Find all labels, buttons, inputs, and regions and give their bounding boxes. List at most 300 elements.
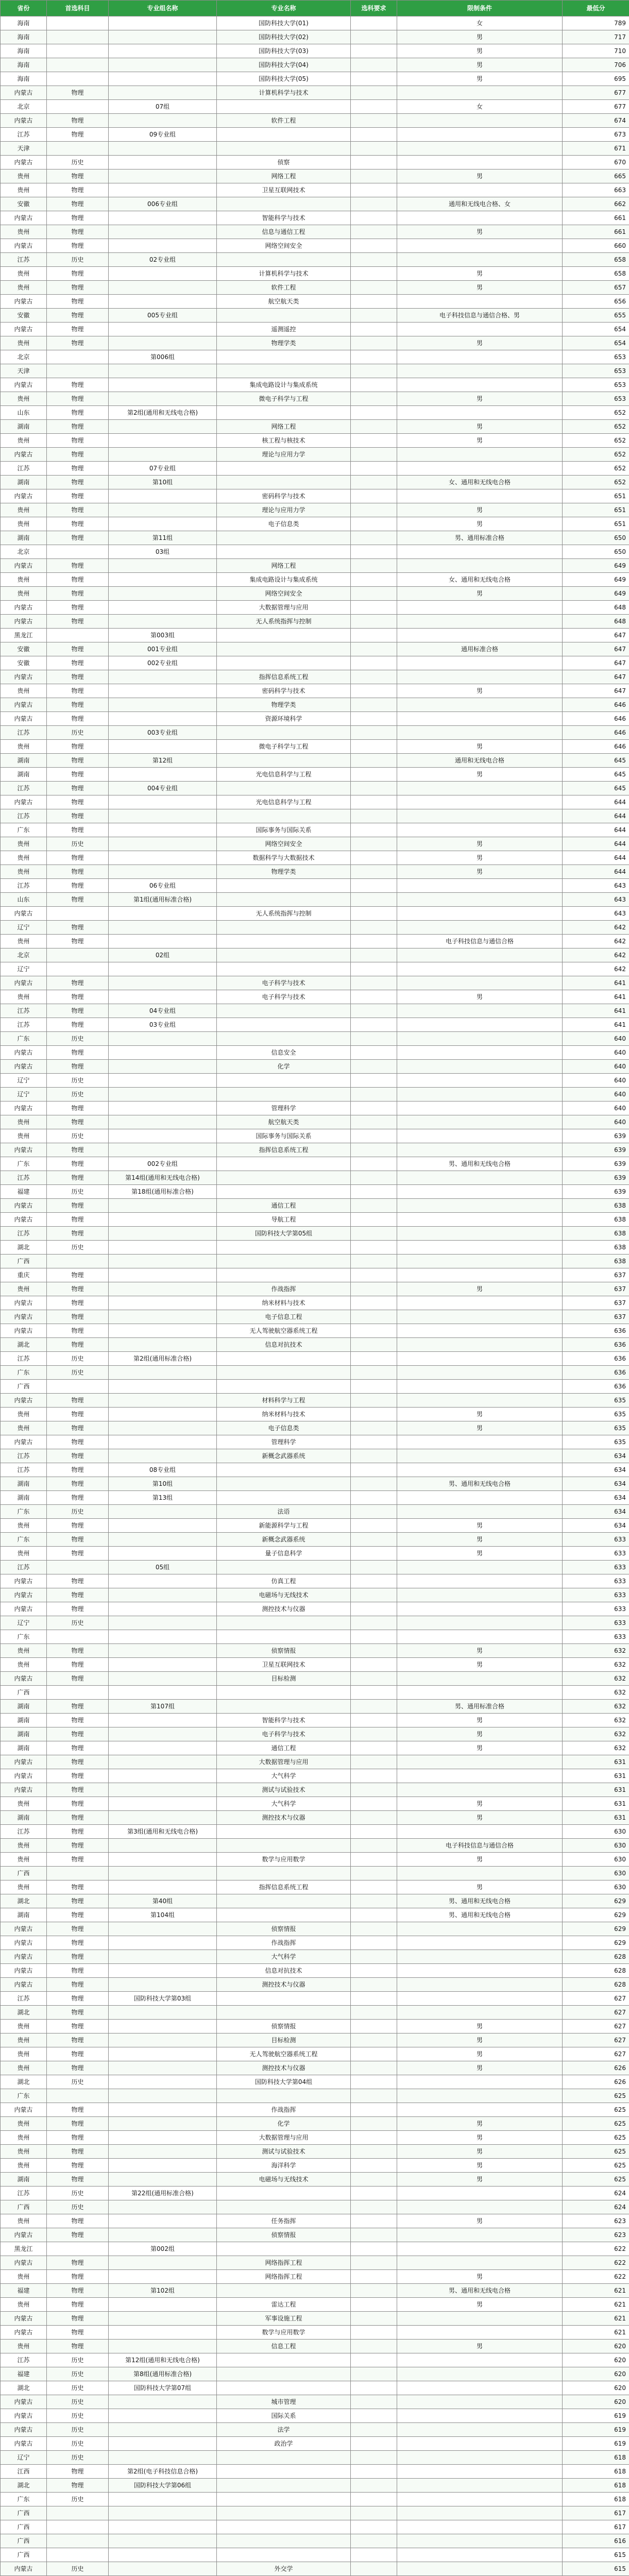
subject-cell: 物理: [47, 1171, 109, 1185]
major-cell: [217, 1894, 351, 1908]
major-cell: [217, 2465, 351, 2479]
min-score-cell: 634: [563, 1449, 629, 1463]
group-cell: [109, 225, 217, 239]
table-row: [1, 462, 629, 476]
group-cell: [109, 1199, 217, 1213]
restriction-cell: [397, 2256, 563, 2270]
major-cell: [217, 642, 351, 656]
table-row: [1, 350, 629, 364]
major-cell: 卫星互联网技术: [217, 183, 351, 197]
major-cell: 理论与应用力学: [217, 503, 351, 517]
major-cell: 纳米材料与技术: [217, 1408, 351, 1421]
major-cell: [217, 364, 351, 378]
restriction-cell: [397, 1435, 563, 1449]
group-cell: 国防科技大学第06组: [109, 2479, 217, 2493]
province-cell: 内蒙古: [1, 2395, 47, 2409]
restriction-cell: [397, 1769, 563, 1783]
province-cell: 贵州: [1, 2020, 47, 2033]
province-cell: 广西: [1, 1686, 47, 1700]
table-header: [1, 1, 629, 16]
subject-cell: [47, 16, 109, 30]
restriction-cell: 男: [397, 2173, 563, 2187]
subject-cell: 历史: [47, 837, 109, 851]
restriction-cell: 男、通用和无线电合格: [397, 1477, 563, 1491]
min-score-cell: 631: [563, 1811, 629, 1825]
restriction-cell: 男: [397, 281, 563, 295]
table-row: [1, 976, 629, 990]
subject-cell: 物理: [47, 114, 109, 128]
province-cell: 内蒙古: [1, 2103, 47, 2117]
major-cell: 政治学: [217, 2437, 351, 2451]
min-score-cell: 665: [563, 170, 629, 183]
min-score-cell: 658: [563, 267, 629, 281]
requirement-cell: [351, 2089, 397, 2103]
min-score-cell: 642: [563, 962, 629, 976]
restriction-cell: 男: [397, 336, 563, 350]
table-row: [1, 1616, 629, 1630]
subject-cell: 物理: [47, 823, 109, 837]
major-cell: 微电子科学与工程: [217, 740, 351, 754]
requirement-cell: [351, 211, 397, 225]
restriction-cell: [397, 1616, 563, 1630]
requirement-cell: [351, 2423, 397, 2437]
requirement-cell: [351, 1199, 397, 1213]
requirement-cell: [351, 559, 397, 573]
requirement-cell: [351, 434, 397, 448]
major-cell: 网络空间安全: [217, 837, 351, 851]
min-score-cell: 633: [563, 1533, 629, 1547]
requirement-cell: [351, 1894, 397, 1908]
province-cell: 内蒙古: [1, 2256, 47, 2270]
group-cell: [109, 2548, 217, 2562]
subject-cell: [47, 350, 109, 364]
subject-cell: 历史: [47, 1129, 109, 1143]
major-cell: [217, 462, 351, 476]
restriction-cell: [397, 448, 563, 462]
min-score-cell: 647: [563, 656, 629, 670]
group-cell: [109, 1783, 217, 1797]
major-cell: 大数据管理与应用: [217, 1755, 351, 1769]
major-cell: 密码科学与技术: [217, 684, 351, 698]
table-row: [1, 1783, 629, 1797]
province-cell: 湖南: [1, 1700, 47, 1714]
min-score-cell: 625: [563, 2089, 629, 2103]
requirement-cell: [351, 1561, 397, 1574]
table-row: [1, 587, 629, 601]
restriction-cell: 男: [397, 2033, 563, 2047]
group-cell: [109, 1213, 217, 1227]
group-cell: [109, 72, 217, 86]
major-cell: 无人系统指挥与控制: [217, 615, 351, 629]
province-cell: 内蒙古: [1, 1755, 47, 1769]
min-score-cell: 650: [563, 545, 629, 559]
requirement-cell: [351, 1268, 397, 1282]
major-cell: 卫星互联网技术: [217, 1658, 351, 1672]
group-cell: [109, 183, 217, 197]
restriction-cell: [397, 823, 563, 837]
restriction-cell: [397, 1185, 563, 1199]
min-score-cell: 642: [563, 921, 629, 935]
group-cell: [109, 1936, 217, 1950]
subject-cell: 物理: [47, 1227, 109, 1241]
major-cell: 软件工程: [217, 281, 351, 295]
group-cell: 第12组(通用和无线电合格): [109, 2353, 217, 2367]
restriction-cell: [397, 2451, 563, 2465]
subject-cell: 物理: [47, 851, 109, 865]
requirement-cell: [351, 2367, 397, 2381]
requirement-cell: [351, 2228, 397, 2242]
requirement-cell: [351, 601, 397, 615]
subject-cell: 物理: [47, 1547, 109, 1561]
province-cell: 贵州: [1, 1519, 47, 1533]
requirement-cell: [351, 1658, 397, 1672]
min-score-cell: 652: [563, 448, 629, 462]
requirement-cell: [351, 2103, 397, 2117]
major-cell: [217, 1867, 351, 1880]
group-cell: [109, 281, 217, 295]
subject-cell: 物理: [47, 1825, 109, 1839]
requirement-cell: [351, 2451, 397, 2465]
restriction-cell: [397, 2367, 563, 2381]
province-cell: 贵州: [1, 2340, 47, 2353]
subject-cell: 物理: [47, 1950, 109, 1964]
group-cell: 第40组: [109, 1894, 217, 1908]
table-row: [1, 30, 629, 44]
table-row: [1, 2534, 629, 2548]
min-score-cell: 635: [563, 1435, 629, 1449]
table-row: [1, 935, 629, 948]
province-cell: 内蒙古: [1, 1199, 47, 1213]
province-cell: 辽宁: [1, 1088, 47, 1101]
subject-cell: 物理: [47, 1714, 109, 1727]
restriction-cell: [397, 2089, 563, 2103]
table-row: [1, 2214, 629, 2228]
major-cell: 测控技术与仪器: [217, 1978, 351, 1992]
major-cell: 软件工程: [217, 114, 351, 128]
min-score-cell: 650: [563, 531, 629, 545]
restriction-cell: [397, 1964, 563, 1978]
requirement-cell: [351, 2020, 397, 2033]
major-cell: 侦察情报: [217, 1922, 351, 1936]
major-cell: 测试与试验技术: [217, 1783, 351, 1797]
subject-cell: 物理: [47, 559, 109, 573]
table-row: [1, 2298, 629, 2312]
group-cell: [109, 2047, 217, 2061]
group-cell: [109, 2326, 217, 2340]
min-score-cell: 642: [563, 935, 629, 948]
province-cell: 内蒙古: [1, 1602, 47, 1616]
group-cell: 07组: [109, 100, 217, 114]
group-cell: [109, 907, 217, 921]
table-row: [1, 2437, 629, 2451]
table-row: [1, 2047, 629, 2061]
major-cell: [217, 921, 351, 935]
major-cell: 侦察情报: [217, 1644, 351, 1658]
group-cell: 第14组(通用和无线电合格): [109, 1171, 217, 1185]
province-cell: 内蒙古: [1, 1324, 47, 1338]
requirement-cell: [351, 865, 397, 879]
requirement-cell: [351, 16, 397, 30]
min-score-cell: 625: [563, 2145, 629, 2159]
subject-cell: 历史: [47, 2437, 109, 2451]
requirement-cell: [351, 517, 397, 531]
subject-cell: 物理: [47, 2270, 109, 2284]
subject-cell: 物理: [47, 1046, 109, 1060]
table-row: [1, 1255, 629, 1268]
major-cell: [217, 782, 351, 795]
requirement-cell: [351, 809, 397, 823]
group-cell: 005专业组: [109, 309, 217, 323]
min-score-cell: 653: [563, 378, 629, 392]
group-cell: [109, 1366, 217, 1380]
min-score-cell: 647: [563, 684, 629, 698]
province-cell: 贵州: [1, 1797, 47, 1811]
requirement-cell: [351, 197, 397, 211]
subject-cell: 物理: [47, 1296, 109, 1310]
min-score-cell: 620: [563, 2395, 629, 2409]
requirement-cell: [351, 1825, 397, 1839]
requirement-cell: [351, 1088, 397, 1101]
requirement-cell: [351, 1964, 397, 1978]
table-row: [1, 1394, 629, 1408]
table-row: [1, 323, 629, 336]
province-cell: 湖北: [1, 1894, 47, 1908]
min-score-cell: 663: [563, 183, 629, 197]
subject-cell: 物理: [47, 1018, 109, 1032]
restriction-cell: 男: [397, 1533, 563, 1547]
major-cell: 国防科技大学第04组: [217, 2075, 351, 2089]
province-cell: 贵州: [1, 2047, 47, 2061]
major-cell: 核工程与核技术: [217, 434, 351, 448]
group-cell: [109, 2298, 217, 2312]
major-cell: 国际关系: [217, 2409, 351, 2423]
table-row: [1, 2200, 629, 2214]
restriction-cell: [397, 1588, 563, 1602]
restriction-cell: 男: [397, 1811, 563, 1825]
province-cell: 湖南: [1, 476, 47, 489]
requirement-cell: [351, 2159, 397, 2173]
restriction-cell: [397, 2493, 563, 2506]
major-cell: [217, 1241, 351, 1255]
province-cell: 内蒙古: [1, 1978, 47, 1992]
requirement-cell: [351, 448, 397, 462]
group-cell: [109, 1630, 217, 1644]
subject-cell: 物理: [47, 1115, 109, 1129]
table-row: [1, 2326, 629, 2340]
group-cell: [109, 44, 217, 58]
restriction-cell: [397, 156, 563, 170]
major-cell: [217, 545, 351, 559]
province-cell: 贵州: [1, 2061, 47, 2075]
group-cell: 002专业组: [109, 1157, 217, 1171]
requirement-cell: [351, 2353, 397, 2367]
group-cell: [109, 378, 217, 392]
province-cell: 江苏: [1, 1463, 47, 1477]
requirement-cell: [351, 1491, 397, 1505]
subject-cell: 物理: [47, 1700, 109, 1714]
major-cell: [217, 1992, 351, 2006]
min-score-cell: 632: [563, 1700, 629, 1714]
group-cell: [109, 1268, 217, 1282]
restriction-cell: [397, 1143, 563, 1157]
restriction-cell: [397, 1449, 563, 1463]
restriction-cell: 男: [397, 1408, 563, 1421]
major-cell: 国防科技大学(02): [217, 30, 351, 44]
province-cell: 内蒙古: [1, 1783, 47, 1797]
subject-cell: 物理: [47, 1408, 109, 1421]
province-cell: 福建: [1, 2367, 47, 2381]
restriction-cell: [397, 1463, 563, 1477]
group-cell: [109, 2173, 217, 2187]
subject-cell: 物理: [47, 2479, 109, 2493]
major-cell: 作战指挥: [217, 1936, 351, 1950]
table-row: [1, 16, 629, 30]
subject-cell: 物理: [47, 768, 109, 782]
major-cell: 电子信息工程: [217, 1310, 351, 1324]
major-cell: 信息对抗技术: [217, 1964, 351, 1978]
group-cell: [109, 1658, 217, 1672]
group-cell: 06专业组: [109, 879, 217, 893]
restriction-cell: [397, 1936, 563, 1950]
table-row: [1, 1964, 629, 1978]
table-row: [1, 851, 629, 865]
major-cell: 国防科技大学(03): [217, 44, 351, 58]
subject-cell: 物理: [47, 2465, 109, 2479]
group-cell: [109, 851, 217, 865]
restriction-cell: 男: [397, 2270, 563, 2284]
major-cell: 导航工程: [217, 1213, 351, 1227]
restriction-cell: [397, 2423, 563, 2437]
province-cell: 贵州: [1, 2117, 47, 2131]
subject-cell: 历史: [47, 1616, 109, 1630]
table-row: [1, 1700, 629, 1714]
table-row: [1, 392, 629, 406]
group-cell: [109, 2020, 217, 2033]
group-cell: [109, 1616, 217, 1630]
major-cell: [217, 2506, 351, 2520]
major-cell: [217, 2187, 351, 2200]
restriction-cell: 男: [397, 58, 563, 72]
province-cell: 湖南: [1, 754, 47, 768]
group-cell: [109, 295, 217, 309]
requirement-cell: [351, 2270, 397, 2284]
group-cell: [109, 698, 217, 712]
table-row: [1, 2173, 629, 2187]
subject-cell: [47, 100, 109, 114]
group-cell: 02组: [109, 948, 217, 962]
restriction-cell: 男: [397, 503, 563, 517]
subject-cell: 物理: [47, 170, 109, 183]
major-cell: [217, 1366, 351, 1380]
requirement-cell: [351, 2548, 397, 2562]
table-row: [1, 754, 629, 768]
table-row: [1, 225, 629, 239]
major-cell: 无人系统指挥与控制: [217, 907, 351, 921]
subject-cell: 物理: [47, 309, 109, 323]
province-cell: 贵州: [1, 1282, 47, 1296]
province-cell: 江苏: [1, 1227, 47, 1241]
group-cell: [109, 1408, 217, 1421]
table-row: [1, 1380, 629, 1394]
major-cell: 资源环境科学: [217, 712, 351, 726]
major-cell: [217, 253, 351, 267]
restriction-cell: [397, 559, 563, 573]
subject-cell: 物理: [47, 489, 109, 503]
table-row: [1, 420, 629, 434]
group-cell: [109, 1602, 217, 1616]
major-cell: [217, 2479, 351, 2493]
requirement-cell: [351, 2437, 397, 2451]
group-cell: 第3组(通用和无线电合格): [109, 1825, 217, 1839]
min-score-cell: 621: [563, 2312, 629, 2326]
subject-cell: 物理: [47, 1727, 109, 1741]
min-score-cell: 636: [563, 1366, 629, 1380]
group-cell: [109, 1338, 217, 1352]
requirement-cell: [351, 587, 397, 601]
min-score-cell: 636: [563, 1352, 629, 1366]
group-cell: [109, 1727, 217, 1741]
table-row: [1, 1338, 629, 1352]
subject-cell: 物理: [47, 1797, 109, 1811]
subject-cell: 物理: [47, 295, 109, 309]
table-row: [1, 601, 629, 615]
group-cell: [109, 1435, 217, 1449]
subject-cell: 物理: [47, 976, 109, 990]
requirement-cell: [351, 1241, 397, 1255]
group-cell: 第18组(通用标准合格): [109, 1185, 217, 1199]
group-cell: 003专业组: [109, 726, 217, 740]
group-cell: [109, 1839, 217, 1853]
min-score-cell: 634: [563, 1463, 629, 1477]
major-cell: [217, 2381, 351, 2395]
province-cell: 内蒙古: [1, 295, 47, 309]
min-score-cell: 633: [563, 1574, 629, 1588]
table-row: [1, 1477, 629, 1491]
subject-cell: 物理: [47, 1811, 109, 1825]
province-cell: 重庆: [1, 1268, 47, 1282]
restriction-cell: 电子科技信息与通信合格: [397, 935, 563, 948]
table-row: [1, 267, 629, 281]
table-row: [1, 865, 629, 879]
major-cell: [217, 2520, 351, 2534]
min-score-cell: 618: [563, 2479, 629, 2493]
restriction-cell: 男: [397, 1644, 563, 1658]
major-cell: 光电信息科学与工程: [217, 768, 351, 782]
group-cell: [109, 142, 217, 156]
subject-cell: 历史: [47, 1241, 109, 1255]
requirement-cell: [351, 1797, 397, 1811]
group-cell: [109, 768, 217, 782]
major-cell: 电子科学与技术: [217, 976, 351, 990]
major-cell: 网络工程: [217, 420, 351, 434]
major-cell: [217, 726, 351, 740]
province-cell: 贵州: [1, 2131, 47, 2145]
subject-cell: 物理: [47, 1157, 109, 1171]
province-cell: 内蒙古: [1, 323, 47, 336]
min-score-cell: 645: [563, 754, 629, 768]
restriction-cell: [397, 2520, 563, 2534]
group-cell: [109, 1241, 217, 1255]
min-score-cell: 658: [563, 253, 629, 267]
min-score-cell: 646: [563, 698, 629, 712]
subject-cell: 物理: [47, 531, 109, 545]
min-score-cell: 644: [563, 851, 629, 865]
table-row: [1, 1004, 629, 1018]
table-row: [1, 1908, 629, 1922]
subject-cell: 历史: [47, 1505, 109, 1519]
group-cell: [109, 1880, 217, 1894]
table-row: [1, 1074, 629, 1088]
